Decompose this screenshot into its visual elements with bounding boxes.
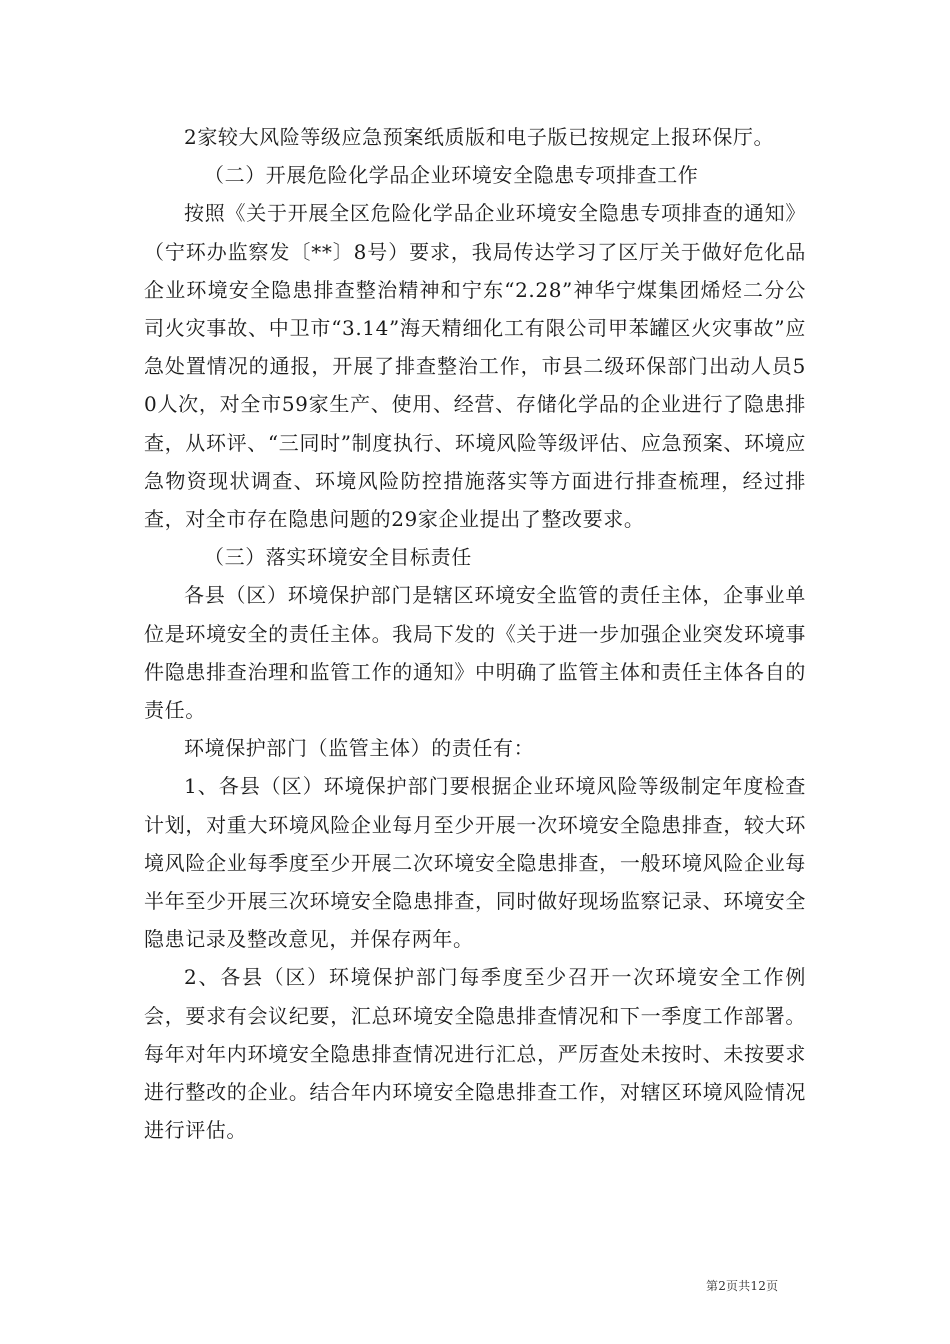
paragraph-duty-2: 2、各县（区）环境保护部门每季度至少召开一次环境安全工作例会，要求有会议纪要，汇总环境安全隐患排查情况和下一季度工作部署。每年对年内环境安全隐患排查情况进行汇总，严厉查处未按时、未按要求进行整改的企业。结合年内环境安全隐患排查工作，对辖区环境风险情况进行评估。 [144,965,806,1143]
document-body [144,118,806,1149]
paragraph-hazard-inspection: 按照《关于开展全区危险化学品企业环境安全隐患专项排查的通知》（宁环办监察发〔**〕8号）要求，我局传达学习了区厅关于做好危化品企业环境安全隐患排查整治精神和宁东“2.28”神华宁煤集团烯烃二分公司火灾事故、中卫市“3.14”海天精细化工有限公司甲苯罐区火灾事故”应急处置情况的通报，开展了排查整治工作，市县二级环保部门出动人员50人次，对全市59家生产、使用、经营、存储化学品的企业进行了隐患排查，从环评、“三同时”制度执行、环境风险等级评估、应急预案、环境应急物资现状调查、环境风险防控措施落实等方面进行排查梳理，经过排查，对全市存在隐患问题的29家企业提出了整改要求。 [144,201,806,532]
paragraph-duty-1: 1、各县（区）环境保护部门要根据企业环境风险等级制定年度检查计划，对重大环境风险企业每月至少开展一次环境安全隐患排查，较大环境风险企业每季度至少开展二次环境安全隐患排查，一般环境风险企业每半年至少开展三次环境安全隐患排查，同时做好现场监察记录、环境安全隐患记录及整改意见，并保存两年。 [144,774,806,952]
section-heading-3: （三）落实环境安全目标责任 [204,545,472,570]
section-heading-2: （二）开展危险化学品企业环境安全隐患专项排查工作 [204,163,699,188]
paragraph-regulator-duties-intro: 环境保护部门（监管主体）的责任有： [184,736,535,761]
page-number: 第2页共12页 [706,1279,779,1293]
paragraph-report-submission: 2家较大风险等级应急预案纸质版和电子版已按规定上报环保厅。 [184,125,775,149]
paragraph-responsibility-subjects: 各县（区）环境保护部门是辖区环境安全监管的责任主体，企事业单位是环境安全的责任主体。我局下发的《关于进一步加强企业突发环境事件隐患排查治理和监管工作的通知》中明确了监管主体和责任主体各自的责任。 [144,583,806,723]
